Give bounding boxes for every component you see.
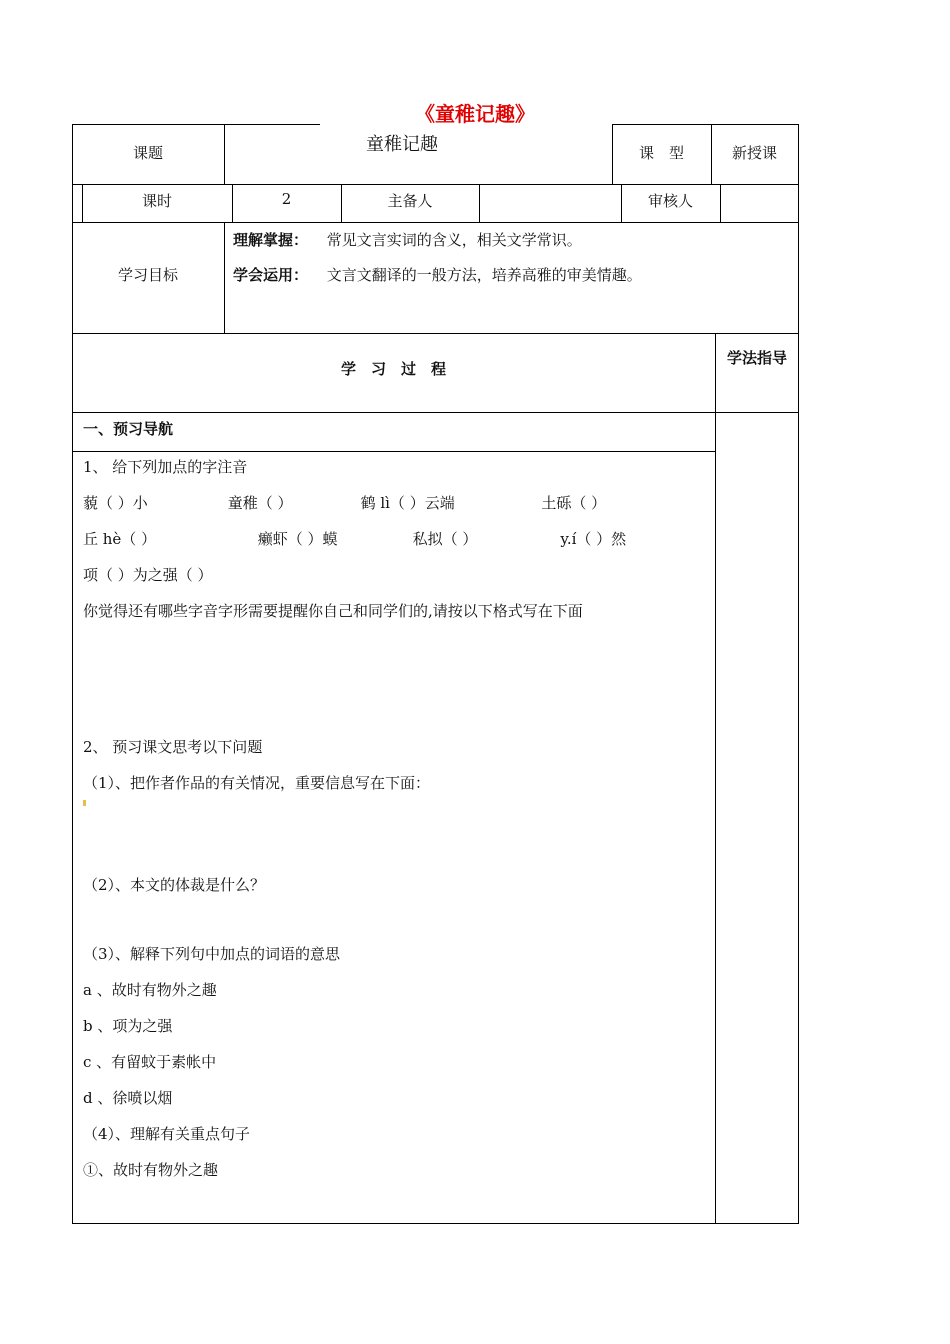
pron-item: 私拟（ ） (412, 530, 478, 548)
question-2-4: （4）、理解有关重点句子 (83, 1125, 251, 1143)
marker (83, 800, 86, 806)
question-1-extra: 你觉得还有哪些字音字形需要提醒你自己和同学们的,请按以下格式写在下面 (83, 602, 583, 620)
type-value: 新授课 (731, 144, 777, 162)
question-2: 2、 预习课文思考以下问题 (83, 738, 263, 756)
goal-2 (233, 264, 642, 285)
pron-item: 童稚（ ） (227, 494, 293, 512)
pron-item: y.í（ ）然 (560, 530, 627, 548)
vocab-item-a: a 、故时有物外之趣 (83, 981, 217, 999)
pron-item: 丘 hè（ ） (83, 530, 157, 548)
goals-label: 学习目标 (117, 266, 178, 284)
goal-1-text: 常见文言实词的含义，相关文学常识。 (326, 231, 582, 249)
pron-item: 项（ ）为之强（ ） (83, 566, 213, 584)
pronunciation-line-2 (83, 528, 626, 549)
goal-2-label: 学会运用： (233, 266, 309, 284)
goal-1 (233, 229, 582, 250)
section-1-heading: 一、预习导航 (83, 420, 174, 438)
goal-1-label: 理解掌握： (233, 231, 309, 249)
pronunciation-line-1 (83, 492, 606, 513)
document-title: 《童稚记趣》 (415, 102, 535, 126)
goal-2-text: 文言文翻译的一般方法，培养高雅的审美情趣。 (326, 266, 642, 284)
vocab-item-c: c 、有留蚊于素帐中 (83, 1053, 217, 1071)
type-label: 课 型 (638, 144, 684, 162)
vocab-item-d: d 、徐喷以烟 (83, 1089, 173, 1107)
question-2-1: （1）、把作者作品的有关情况，重要信息写在下面： (83, 774, 431, 792)
pronunciation-line-3 (83, 564, 213, 585)
topic-label: 课题 (132, 144, 163, 162)
vocab-item-b: b 、项为之强 (83, 1017, 173, 1035)
guide-heading: 学法指导 (726, 349, 787, 367)
question-2-2: （2）、本文的体裁是什么？ (83, 876, 266, 894)
pron-item: 鹤 lì（ ）云端 (360, 494, 455, 512)
process-heading: 学 习 过 程 (340, 360, 446, 378)
sentence-1: ①、故时有物外之趣 (83, 1161, 219, 1179)
pron-item: 癞虾（ ）蟆 (257, 530, 338, 548)
period-value: 2 (281, 190, 292, 208)
reviewer-label: 审核人 (647, 192, 693, 210)
pron-item: 土砾（ ） (541, 494, 607, 512)
period-label: 课时 (141, 192, 172, 210)
topic-value: 童稚记趣 (366, 134, 438, 155)
question-2-3: （3）、解释下列句中加点的词语的意思 (83, 945, 341, 963)
pron-item: 藐（ ）小 (83, 494, 148, 512)
preparer-label: 主备人 (387, 192, 433, 210)
question-1: 1、 给下列加点的字注音 (83, 458, 248, 476)
